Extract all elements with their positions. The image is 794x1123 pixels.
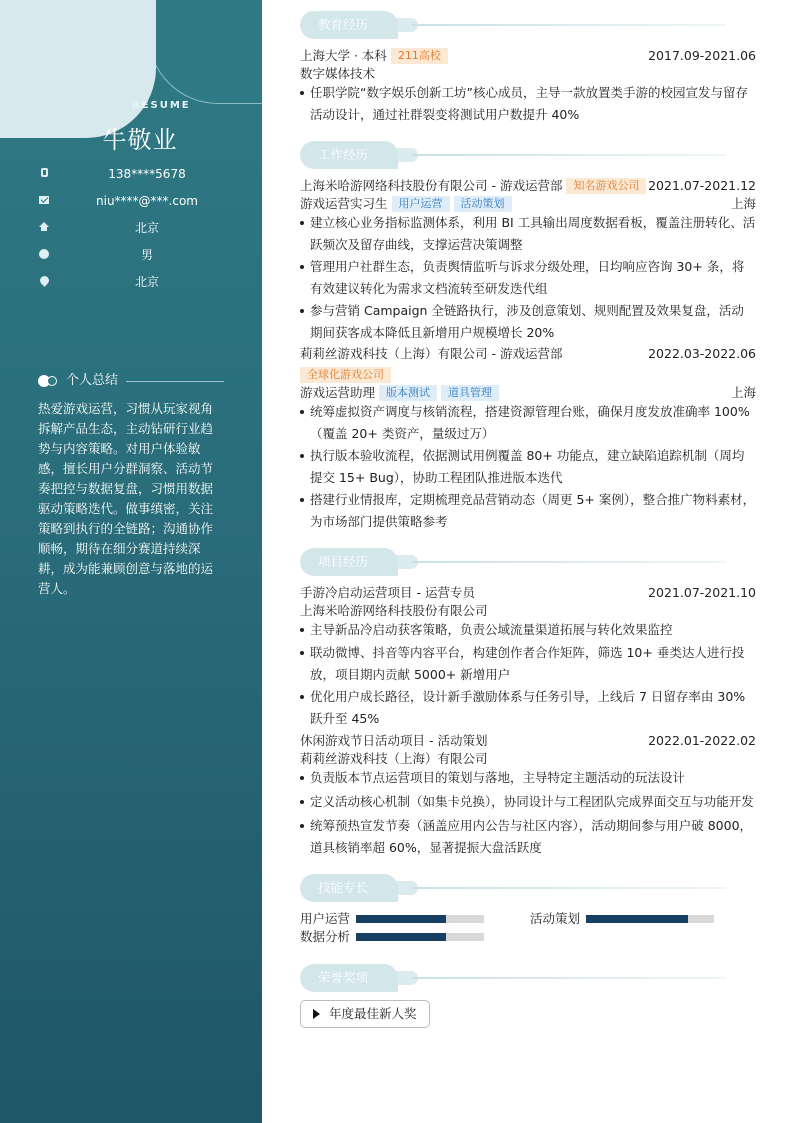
home-icon xyxy=(38,221,50,233)
skill-item xyxy=(300,910,484,928)
section-heading-skills xyxy=(300,874,756,902)
company-tag: 全球化游戏公司 xyxy=(300,367,391,383)
circles-icon xyxy=(38,375,60,387)
skill-bar xyxy=(586,915,714,923)
skill-bar xyxy=(356,933,484,941)
list-item: 管理用户社群生态，负责舆情监听与诉求分级处理，日均响应咨询 30+ 条，将有效建议转化为需求文档流转至研发迭代组 xyxy=(300,256,756,300)
role-tag: 用户运营 xyxy=(392,196,450,212)
major: 数字媒体技术 xyxy=(300,66,376,81)
project-org-row xyxy=(300,602,756,620)
list-item: 主导新品冷启动获客策略，负责公域流量渠道拓展与转化效果监控 xyxy=(300,619,756,641)
contact-phone xyxy=(38,165,238,183)
list-item: 统筹预热宣发节奏（涵盖应用内公告与社区内容），活动期间参与用户破 8000，道具核销率超 60%，显著提振大盘活跃度 xyxy=(300,815,756,859)
divider xyxy=(126,381,224,382)
education-major-row xyxy=(300,65,756,83)
role-tag: 活动策划 xyxy=(454,196,512,212)
contact-hometown xyxy=(38,273,238,291)
list-item: 任职学院“数字娱乐创新工坊”核心成员，主导一款放置类手游的校园宣发与留存活动设计，通过社群裂变将测试用户数提升 40% xyxy=(300,82,756,126)
decorative-arc xyxy=(148,0,262,104)
project-org: 莉莉丝游戏科技（上海）有限公司 xyxy=(300,751,488,766)
list-item: 负责版本节点运营项目的策划与落地，主导特定主题活动的玩法设计 xyxy=(300,767,756,789)
project-period: 2022.01-2022.02 xyxy=(648,733,756,748)
project-org: 上海米哈游网络科技股份有限公司 xyxy=(300,603,488,618)
email-value: niu****@***.com xyxy=(96,194,198,208)
education-row xyxy=(300,47,756,65)
job-company-tag-row xyxy=(300,366,756,384)
list-item: 优化用户成长路径，设计新手激励体系与任务引导，上线后 7 日留存率由 30% 跃升至 45% xyxy=(300,686,756,730)
role-tag: 道具管理 xyxy=(441,385,499,401)
gender-value: 男 xyxy=(140,248,153,262)
job-city: 上海 xyxy=(730,385,756,400)
job-city: 上海 xyxy=(730,196,756,211)
contact-location xyxy=(38,219,238,237)
mail-icon xyxy=(38,194,50,206)
skill-label: 用户运营 xyxy=(300,911,351,926)
job-role: 游戏运营助理 xyxy=(300,385,376,400)
skill-bar-fill xyxy=(586,915,688,923)
project-org-row xyxy=(300,750,756,768)
project-name: 休闲游戏节日活动项目 - 活动策划 xyxy=(300,733,488,748)
company-name: 莉莉丝游戏科技（上海）有限公司 - 游戏运营部 xyxy=(300,346,563,361)
education-period: 2017.09-2021.06 xyxy=(648,48,756,63)
company-name: 上海米哈游网络科技股份有限公司 - 游戏运营部 xyxy=(300,178,563,193)
skill-bar-fill xyxy=(356,933,446,941)
list-item: 建立核心业务指标监测体系，利用 BI 工具输出周度数据看板，覆盖注册转化、活跃频次及留存曲线，支撑运营决策调整 xyxy=(300,212,756,256)
decorative-blob xyxy=(0,0,156,138)
job-role-row xyxy=(300,195,756,213)
section-heading-awards xyxy=(300,964,756,992)
section-title: 技能专长 xyxy=(300,874,398,902)
section-title: 荣誉奖项 xyxy=(300,964,398,992)
school-tag: 211高校 xyxy=(391,48,448,64)
summary-title: 个人总结 xyxy=(66,373,119,388)
skill-item xyxy=(300,928,484,946)
skill-bar-fill xyxy=(356,915,446,923)
list-item: 定义活动核心机制（如集卡兑换），协同设计与工程团队完成界面交互与功能开发 xyxy=(300,791,756,813)
job-role-row xyxy=(300,384,756,402)
phone-value: 138****5678 xyxy=(108,167,186,181)
job-company-row xyxy=(300,177,756,195)
skill-label: 数据分析 xyxy=(300,929,351,944)
summary-text: 热爱游戏运营，习惯从玩家视角拆解产品生态，主动钻研行业趋势与内容策略。对用户体验敏感，擅长用户分群洞察、活动节奏把控与数据复盘，习惯用数据驱动策略迭代。做事缜密，关注策略到执行的全链路；沟通协作顺畅，期待在细分赛道持续深耕，成为能兼顾创意与落地的运营人。 xyxy=(38,401,214,596)
list-item: 搭建行业情报库，定期梳理竞品营销动态（周更 5+ 案例），整合推广物料素材，为市场部门提供策略参考 xyxy=(300,489,756,533)
summary-heading xyxy=(38,372,224,390)
face-icon xyxy=(38,248,50,260)
hometown-value: 北京 xyxy=(134,275,159,289)
play-triangle-icon xyxy=(313,1009,320,1019)
job-role: 游戏运营实习生 xyxy=(300,196,388,211)
resume-tag: RESUME xyxy=(132,100,191,111)
sidebar xyxy=(0,0,262,1123)
main-content xyxy=(300,0,756,1123)
list-item: 执行版本验收流程，依据测试用例覆盖 80+ 功能点，建立缺陷追踪机制（周均提交 15+ Bug），协助工程团队推进版本迭代 xyxy=(300,445,756,489)
list-item: 参与营销 Campaign 全链路执行，涉及创意策划、规则配置及效果复盘，活动期间获客成本降低且新增用户规模增长 20% xyxy=(300,300,756,344)
skill-item xyxy=(530,910,714,928)
candidate-name: 牛敬业 xyxy=(102,126,178,154)
role-tag: 版本测试 xyxy=(379,385,437,401)
section-heading-education xyxy=(300,11,756,39)
section-title: 工作经历 xyxy=(300,141,398,169)
job-period: 2022.03-2022.06 xyxy=(648,346,756,361)
award-label: 年度最佳新人奖 xyxy=(329,1006,417,1021)
project-row xyxy=(300,584,756,602)
section-heading-projects xyxy=(300,548,756,576)
section-title: 教育经历 xyxy=(300,11,398,39)
project-period: 2021.07-2021.10 xyxy=(648,585,756,600)
school-name: 上海大学 · 本科 xyxy=(300,48,387,63)
section-heading-work xyxy=(300,141,756,169)
project-name: 手游冷启动运营项目 - 运营专员 xyxy=(300,585,475,600)
award-badge xyxy=(300,1000,430,1028)
job-period: 2021.07-2021.12 xyxy=(648,178,756,193)
location-value: 北京 xyxy=(134,221,159,235)
contact-email xyxy=(38,192,238,210)
location-pin-icon xyxy=(38,275,50,287)
list-item: 统筹虚拟资产调度与核销流程，搭建资源管理台账，确保月度发放准确率 100%（覆盖 20+ 类资产，量级过万） xyxy=(300,401,756,445)
skill-bar xyxy=(356,915,484,923)
section-title: 项目经历 xyxy=(300,548,398,576)
skill-label: 活动策划 xyxy=(530,911,581,926)
job-company-row xyxy=(300,345,756,363)
contact-gender xyxy=(38,246,238,264)
phone-icon xyxy=(38,167,50,179)
list-item: 联动微博、抖音等内容平台，构建创作者合作矩阵，筛选 10+ 垂类达人进行投放，项目期内贡献 5000+ 新增用户 xyxy=(300,642,756,686)
project-row xyxy=(300,732,756,750)
company-tag: 知名游戏公司 xyxy=(566,178,646,194)
